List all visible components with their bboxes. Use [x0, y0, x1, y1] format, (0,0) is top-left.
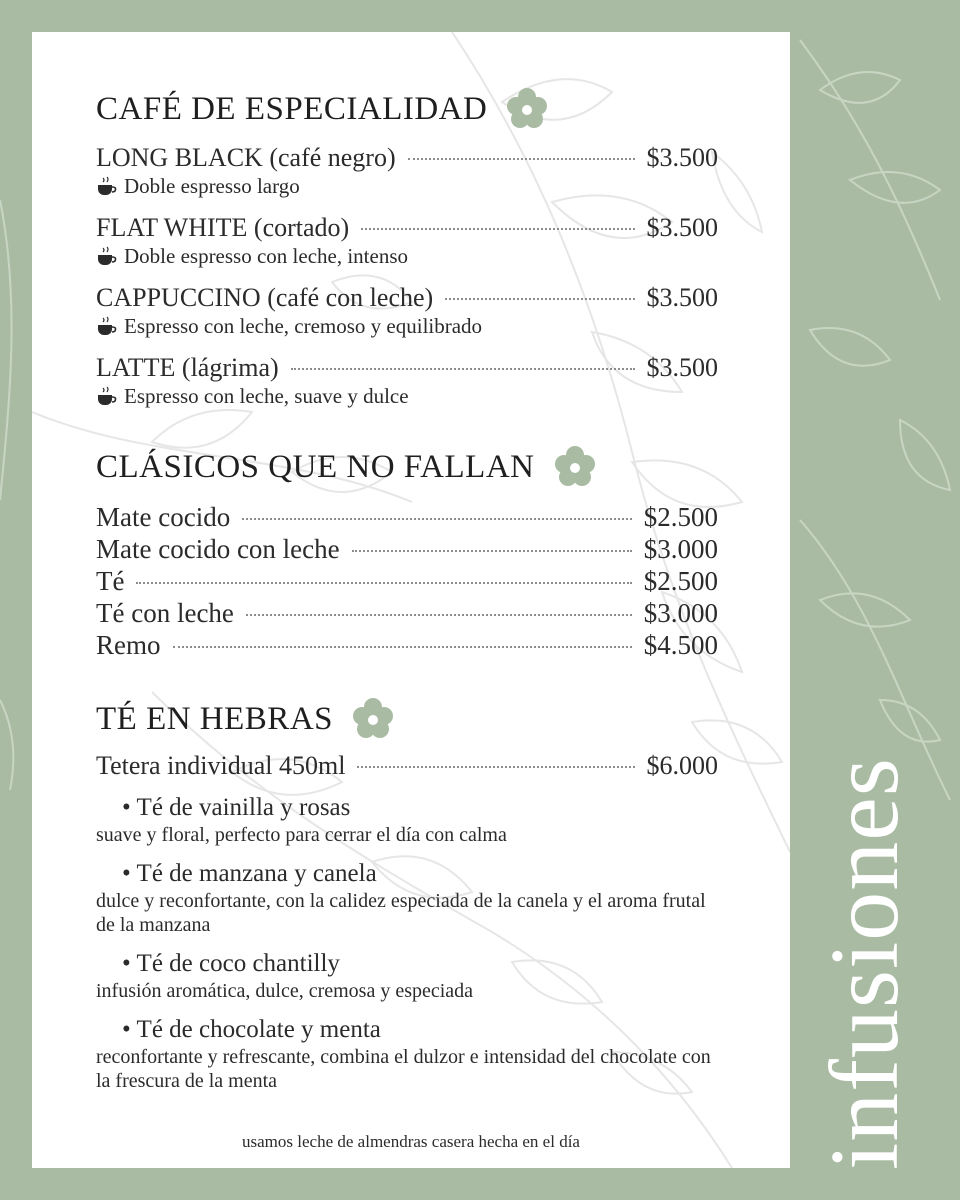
item-name: FLAT WHITE (cortado): [96, 213, 350, 242]
item-price: $3.000: [643, 598, 718, 628]
item-name: LATTE (lágrima): [96, 353, 279, 382]
tea-variety-name: • Té de manzana y canela: [122, 860, 377, 887]
menu-item-flat-white: [96, 213, 718, 269]
menu-item-mate-cocido: [96, 501, 718, 533]
item-price: $3.500: [646, 143, 718, 172]
section-title-classics: [96, 445, 718, 489]
flower-icon: [505, 87, 549, 131]
item-name: Remo: [96, 630, 161, 660]
item-description: Espresso con leche, suave y dulce: [124, 384, 409, 408]
leader-dots: [408, 158, 635, 160]
tea-variety-vainilla-rosas: [96, 793, 718, 847]
tea-variety-description: reconfortante y refrescante, combina el dulzor e intensidad del chocolate con la frescura de la menta: [96, 1046, 711, 1092]
tea-variety-coco-chantilly: [96, 949, 718, 1003]
tea-variety-description: suave y floral, perfecto para cerrar el día con calma: [96, 824, 507, 846]
item-name: LONG BLACK (café negro): [96, 143, 396, 172]
item-price: $4.500: [643, 630, 718, 660]
item-price: $3.000: [643, 534, 718, 564]
item-price: $2.500: [643, 566, 718, 596]
coffee-cup-icon: [96, 246, 118, 266]
item-price: $3.500: [646, 283, 718, 312]
flower-icon: [351, 697, 395, 741]
menu-item-te-con-leche: [96, 597, 718, 629]
item-name: Té: [96, 566, 125, 596]
item-name: CAPPUCCINO (café con leche): [96, 283, 434, 312]
item-price: $3.500: [646, 213, 718, 242]
tea-variety-description: infusión aromática, dulce, cremosa y especiada: [96, 980, 474, 1002]
item-description: Doble espresso largo: [124, 174, 300, 198]
tea-variety-name: • Té de vainilla y rosas: [122, 794, 351, 821]
item-description: Doble espresso con leche, intenso: [124, 244, 409, 268]
menu-item-long-black: [96, 143, 718, 199]
coffee-cup-icon: [96, 316, 118, 336]
side-title: infusiones: [811, 757, 919, 1170]
item-price: $6.000: [646, 751, 718, 780]
leader-dots: [173, 646, 632, 648]
item-price: $2.500: [643, 502, 718, 532]
menu-content: [96, 87, 718, 1093]
menu-item-te: [96, 565, 718, 597]
coffee-cup-icon: [96, 176, 118, 196]
leader-dots: [357, 766, 634, 768]
leader-dots: [291, 368, 635, 370]
item-name: Mate cocido: [96, 502, 231, 532]
menu-item-cappuccino: [96, 283, 718, 339]
flower-icon: [553, 445, 597, 489]
section-title-text: TÉ EN HEBRAS: [96, 701, 333, 737]
menu-panel: [32, 32, 790, 1168]
menu-item-tetera: [96, 751, 718, 781]
leader-dots: [136, 582, 631, 584]
item-price: $3.500: [646, 353, 718, 382]
footer-note: usamos leche de almendras casera hecha en el día: [242, 1132, 580, 1151]
item-name: Mate cocido con leche: [96, 534, 340, 564]
leader-dots: [242, 518, 632, 520]
tea-variety-manzana-canela: [96, 859, 718, 937]
tea-variety-name: • Té de chocolate y menta: [122, 1016, 381, 1043]
leader-dots: [361, 228, 634, 230]
tea-variety-name: • Té de coco chantilly: [122, 950, 340, 977]
menu-item-latte: [96, 353, 718, 409]
item-description: Espresso con leche, cremoso y equilibrado: [124, 314, 483, 338]
tea-variety-chocolate-menta: [96, 1015, 718, 1093]
menu-item-remo: [96, 629, 718, 661]
section-title-coffee: [96, 87, 718, 131]
tea-variety-description: dulce y reconfortante, con la calidez especiada de la canela y el aroma frutal de la manzana: [96, 890, 706, 936]
coffee-cup-icon: [96, 386, 118, 406]
item-name: Té con leche: [96, 598, 234, 628]
leader-dots: [445, 298, 634, 300]
section-title-text: CAFÉ DE ESPECIALIDAD: [96, 91, 488, 127]
section-title-tea: [96, 697, 718, 741]
item-name: Tetera individual 450ml: [96, 751, 346, 780]
menu-item-mate-cocido-con-leche: [96, 533, 718, 565]
section-title-text: CLÁSICOS QUE NO FALLAN: [96, 449, 535, 485]
leader-dots: [246, 614, 632, 616]
leader-dots: [352, 550, 632, 552]
